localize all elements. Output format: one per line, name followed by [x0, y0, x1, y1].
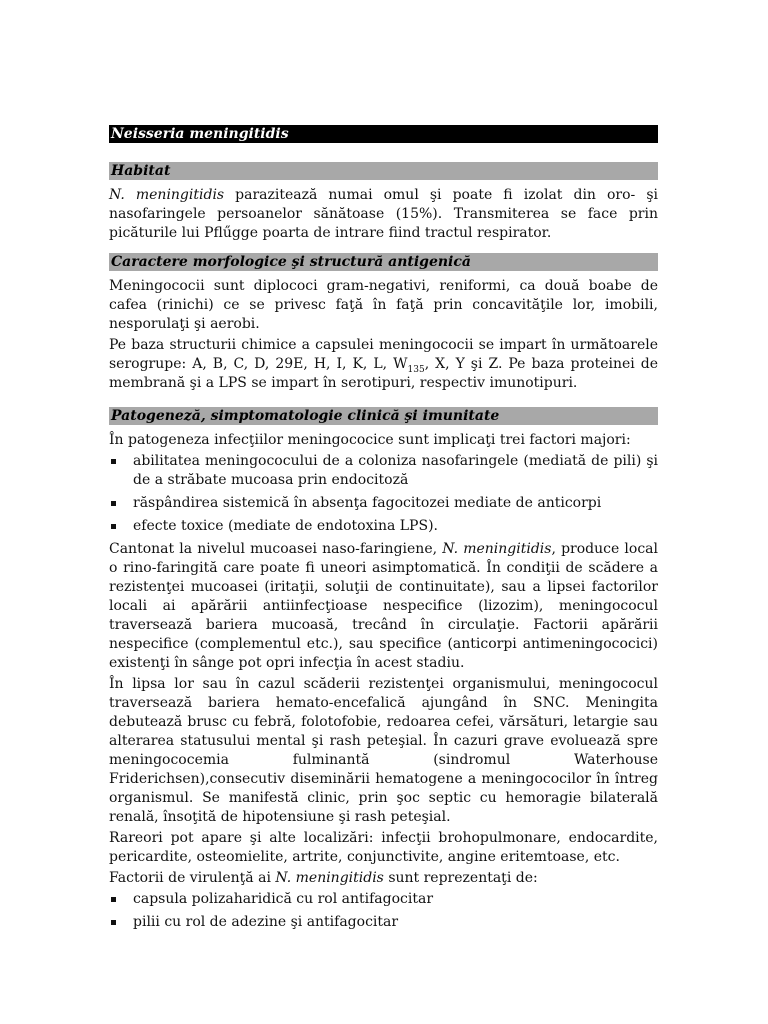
organism-name: N. meningitidis [275, 870, 384, 886]
list-item-text: pilii cu rol de adezine şi antifagocitar [133, 914, 399, 930]
morphology-paragraph: Meningococii sunt diplococi gram-negativi, reniformi, ca două boabe de cafea (rinichi) ce se privesc faţă în faţă prin concavităţile lor, imobili, nesporulaţi şi aerobi. [109, 278, 658, 332]
virulence-intro [109, 869, 658, 888]
habitat-paragraph [109, 186, 658, 243]
serogroups-text-end: , X, Y şi Z. Pe baza proteinei de membrană şi a LPS se impart în serotipuri, respectiv imunotipuri. [109, 356, 658, 391]
cantonat-text-end: , produce local o rino-faringită care poate fi uneori asimptomatică. În condiţii de scădere a rezistenţei mucoasei (iritaţii, soluţii de continuitate), sau a lipsei factorilor locali ai apărării antiinfecţioase nespecifice (lizozim), meningococul traversează bariera mucoasă, trecând în circulaţie. Factorii apărării nespecifice (complementul etc.), sau specifice (anticorpi antimeningococici) existenţi în sânge pot opri infecţia în acest stadiu. [109, 541, 659, 671]
list-item-text: capsula polizaharidică cu rol antifagocitar [133, 891, 434, 907]
cantonat-text-start: Cantonat la nivelul mucoasei naso-faringiene, [109, 541, 443, 557]
pathogenesis-factors-list [109, 452, 658, 536]
list-item [109, 452, 658, 490]
section-heading-habitat: Habitat [109, 162, 658, 180]
organism-name: N. meningitidis [109, 187, 225, 203]
bullet-icon [111, 920, 116, 925]
bullet-icon [111, 897, 116, 902]
serogroups-text-start: Pe baza structurii chimice a capsulei meningococii se impart în următoarele serogrupe: A, B, C, D, 29E, H, I, K, L, W [109, 337, 658, 372]
rareori-paragraph: Rareori pot apare şi alte localizări: infecţii brohopulmonare, endocardite, pericardite, osteomielite, artrite, conjunctivite, angine eritemtoase, etc. [109, 830, 658, 865]
section-heading-morphology: Caractere morfologice şi structură antigenică [109, 253, 658, 271]
section-heading-pathogenesis: Patogeneză, simptomatologie clinică şi imunitate [109, 407, 658, 425]
cantonat-paragraph [109, 540, 658, 673]
bullet-icon [111, 501, 116, 506]
virulence-text-start: Factorii de virulenţă ai [109, 870, 276, 886]
serogroups-paragraph [109, 336, 658, 393]
list-item [109, 890, 658, 909]
document-title: Neisseria meningitidis [109, 125, 658, 143]
list-item [109, 913, 658, 932]
bullet-icon [111, 459, 116, 464]
bullet-icon [111, 524, 116, 529]
list-item-text: răspândirea sistemică în absenţa fagocitozei mediate de anticorpi [133, 495, 602, 511]
virulence-factors-list [109, 890, 658, 932]
list-item [109, 494, 658, 513]
habitat-text: parazitează numai omul şi poate fi izolat din oro- şi nasofaringele persoanelor sănătoase (15%). Transmiterea se face prin picăturile lui Pflűgge poarta de intrare fiind tractul respirator. [109, 187, 658, 241]
virulence-text-end: sunt reprezentaţi de: [383, 870, 538, 886]
lipsa-paragraph: În lipsa lor sau în cazul scăderii rezistenţei organismului, meningococul traversează bariera hemato-encefalică ajungând în SNC. Meningita debutează brusc cu febră, folotofobie, redoarea cefei, vărsături, letargie sau alterarea statusului mental şi rash peteşial. În cazuri grave evoluează spre meningococemia fulminantă (sindromul Waterhouse Friderichsen),consecutiv diseminării hematogene a meningococilor în întreg organismul. Se manifestă clinic, prin şoc septic cu hemoragie bilaterală renală, însoţită de hipotensiune şi rash peteşial. [109, 676, 658, 825]
organism-name: N. meningitidis [442, 541, 552, 557]
list-item [109, 517, 658, 536]
list-item-text: abilitatea meningococului de a coloniza nasofaringele (mediată de pili) şi de a străbate mucoasa prin endocitoză [133, 453, 658, 488]
list-item-text: efecte toxice (mediate de endotoxina LPS). [133, 518, 438, 534]
pathogenesis-intro: În patogeneza infecţiilor meningococice sunt implicaţi trei factori majori: [109, 432, 631, 448]
serogroup-subscript: 135 [407, 364, 425, 375]
